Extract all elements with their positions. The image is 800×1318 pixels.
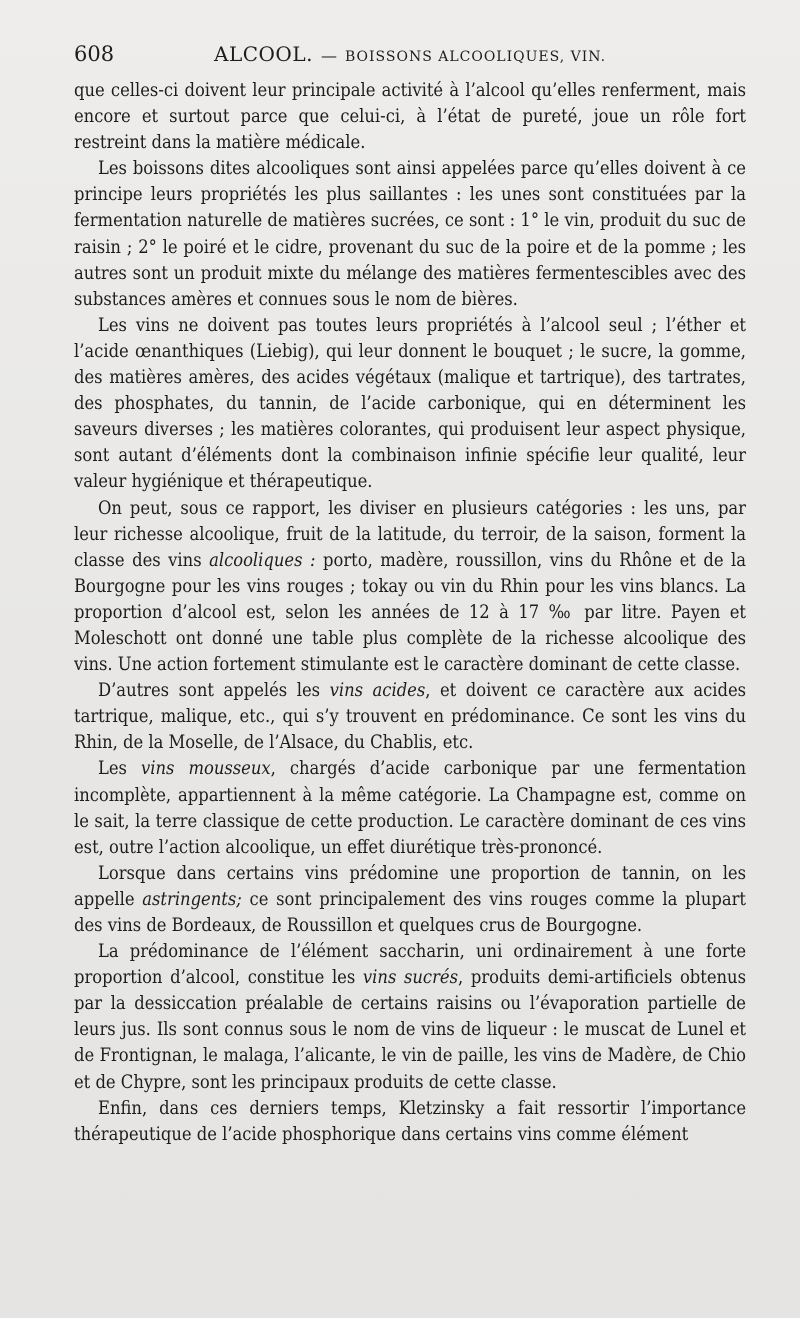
paragraph-acide-phosphorique: Enfin, dans ces derniers temps, Kletzinsky a fait ressortir l’importance thérapeutique de l’acide phosphorique dans certains vins comme élément <box>74 1097 746 1145</box>
text-run: , produits demi-artificiels obtenus par la dessiccation préalable de certains raisins ou l’évaporation partielle de leurs jus. Ils sont connus sous le nom de vins de liqueur : le muscat de Lunel et de Frontignan, le malaga, l’alicante, le vin de paille, les vins de Madère, de Chio et de Chypre, sont les principaux produits de cette classe. <box>74 967 746 1093</box>
italic-term: vins acides <box>329 680 426 702</box>
paragraph-vins-sucres <box>74 939 746 1096</box>
paragraph-vins-alcooliques <box>74 496 746 679</box>
text-run: Les <box>98 758 141 780</box>
text-run: On peut, sous ce rapport, les diviser en plusieurs catégories : les uns, par leur richesse alcoolique, fruit de la latitude, du terroir, de la saison, forment la classe des vins <box>74 497 746 571</box>
running-subtitle: BOISSONS ALCOOLIQUES, VIN. <box>344 49 607 65</box>
italic-term: vins mousseux <box>141 758 271 780</box>
text-run: ce sont principalement des vins rouges comme la plupart des vins de Bordeaux, de Roussillon et quelques crus de Bourgogne. <box>74 888 746 936</box>
paragraph-proprietes-vins: Les vins ne doivent pas toutes leurs propriétés à l’alcool seul ; l’éther et l’acide œnanthiques (Liebig), qui leur donnent le bouquet ; le sucre, la gomme, des matières amères, des acides végétaux (malique et tartrique), des tartrates, des phosphates, du tannin, de l’acide carbonique, qui en déterminent les saveurs diverses ; les matières colorantes, qui produisent leur aspect physique, sont autant d’éléments dont la combinaison infinie spécifie leur qualité, leur valeur hygiénique et thérapeutique. <box>74 314 746 493</box>
text-run: La prédominance de l’élément saccharin, uni ordinairement à une forte proportion d’alcool, constitue les <box>74 941 746 989</box>
paragraph-vins-astringents <box>74 861 746 939</box>
text-run: Lorsque dans certains vins prédomine une proportion de tannin, on les appelle <box>74 862 746 910</box>
italic-term: astringents; <box>142 888 242 910</box>
body-text <box>74 78 746 1148</box>
running-title: ALCOOL. <box>214 42 313 66</box>
text-run: , et doivent ce caractère aux acides tartrique, malique, etc., qui s’y trouvent en prédominance. Ce sont les vins du Rhin, de la Moselle, de l’Alsace, du Chablis, etc. <box>74 680 747 754</box>
text-run: D’autres sont appelés les <box>98 680 330 702</box>
italic-term: alcooliques : <box>209 549 316 571</box>
running-separator: — <box>320 46 337 65</box>
paragraph-continued: que celles-ci doivent leur principale activité à l’alcool qu’elles renferment, mais encore et surtout parce que celui-ci, à l’état de pureté, joue un rôle fort restreint dans la matière médicale. <box>74 80 746 154</box>
text-run: porto, madère, roussillon, vins du Rhône et de la Bourgogne pour les vins rouges ; tokay ou vin du Rhin pour les vins blancs. La proportion d’alcool est, selon les années de 12 à 17 ‰ par litre. Payen et Moleschott ont donné une table plus complète de la richesse alcoolique des vins. Une action fortement stimulante est le caractère dominant de cette classe. <box>74 549 746 676</box>
page-number: 608 <box>74 42 115 66</box>
paragraph-vins-mousseux <box>74 756 746 860</box>
italic-term: vins sucrés <box>362 967 458 989</box>
paragraph-vins-acides <box>74 678 746 756</box>
running-head <box>74 42 746 72</box>
text-run: , chargés d’acide carbonique par une fermentation incomplète, appartiennent à la même catégorie. La Champagne est, comme on le sait, la terre classique de cette production. Le caractère dominant de ces vins est, outre l’action alcoolique, un effet diurétique très-prononcé. <box>74 758 746 858</box>
paragraph-boissons-alcooliques: Les boissons dites alcooliques sont ainsi appelées parce qu’elles doivent à ce principe leurs propriétés les plus saillantes : les unes sont constituées par la fermentation naturelle de matières sucrées, ce sont : 1° le vin, produit du suc de raisin ; 2° le poiré et le cidre, provenant du suc de la poire et de la pomme ; les autres sont un produit mixte du mélange des matières fermentescibles avec des substances amères et connues sous le nom de bières. <box>74 158 746 310</box>
